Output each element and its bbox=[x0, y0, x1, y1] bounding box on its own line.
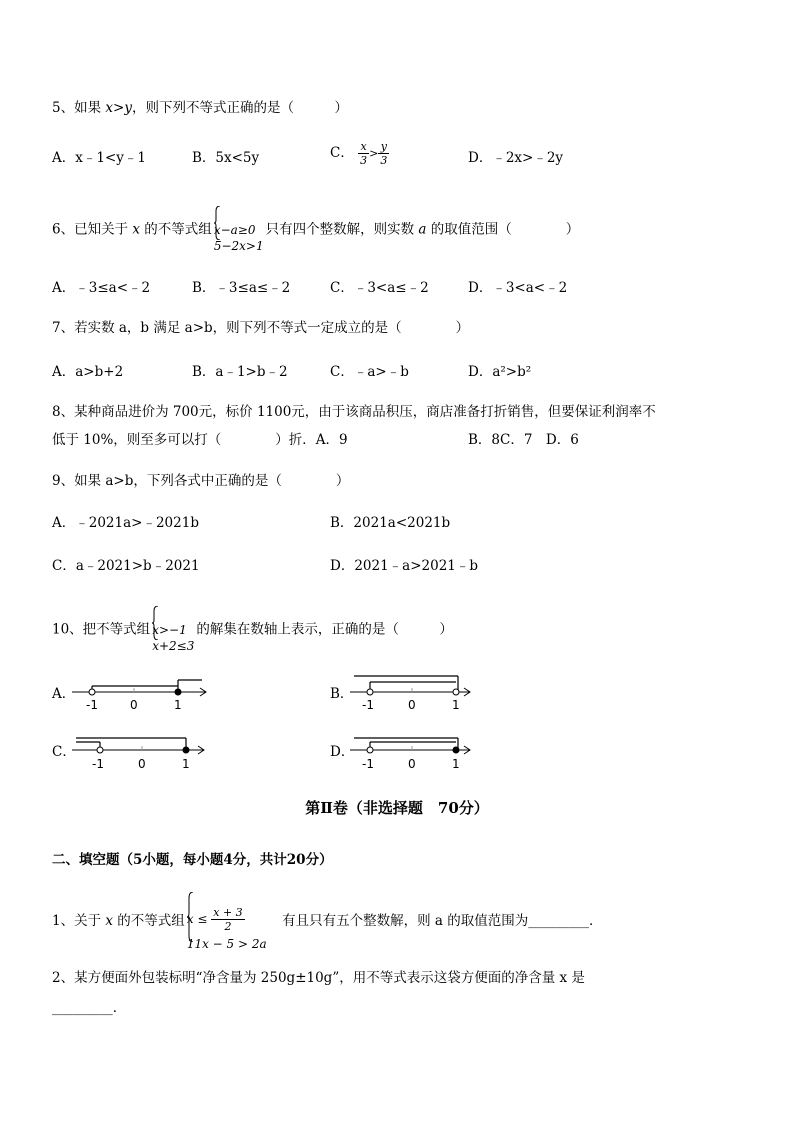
inequality-system: x>−1 x+2≤3 bbox=[152, 606, 194, 654]
q7-option-c: C．﹣a>﹣b bbox=[330, 364, 409, 380]
q7-option-d: D．a²>b² bbox=[468, 364, 532, 380]
q10-option-d-numberline bbox=[350, 732, 480, 774]
tick-label: -1 bbox=[92, 757, 104, 771]
q9-option-d: D．2021﹣a>2021﹣b bbox=[330, 558, 479, 574]
tick-label: -1 bbox=[86, 698, 98, 712]
fill-section-title: 二、填空题（5小题，每小题4分，共计20分） bbox=[52, 852, 333, 868]
q10-option-b-label: B． bbox=[330, 686, 354, 702]
q9-option-b: B．2021a<2021b bbox=[330, 515, 451, 531]
q8-line2-options: B．8C．7 D．6 bbox=[468, 432, 579, 448]
tick-label: 0 bbox=[138, 757, 146, 771]
q5-option-b: B．5x<5y bbox=[192, 150, 260, 166]
q10-option-c-numberline bbox=[72, 732, 212, 774]
part2-title: 第Ⅱ卷（非选择题 70分） bbox=[305, 799, 489, 817]
q7-stem: 7、若实数 a，b 满足 a>b，则下列不等式一定成立的是（ ） bbox=[52, 320, 470, 336]
q9-option-a: A．﹣2021a>﹣2021b bbox=[52, 515, 199, 531]
q6-option-d: D．﹣3<a<﹣2 bbox=[468, 280, 568, 296]
tick-label: 1 bbox=[182, 757, 190, 771]
brace-icon bbox=[214, 206, 220, 240]
inequality-system: x ≤ $\frac{x + 3}{2}$ 11x − 5 > 2a bbox=[187, 892, 267, 951]
q7-option-a: A．a>b+2 bbox=[52, 364, 124, 380]
tick-label: -1 bbox=[362, 698, 374, 712]
q6-option-b: B．﹣3≤a≤﹣2 bbox=[192, 280, 291, 296]
fill-q1: 1、关于 x 的不等式组 x ≤ $\frac{x + 3}{2}$ 11x − 5 > 2a 有且只有五个整数解，则 a 的取值范围为_________． bbox=[52, 892, 603, 951]
tick-label: -1 bbox=[362, 757, 374, 771]
fill-q2-line1: 2、某方便面外包装标明“净含量为 250g±10g”，用不等式表示这袋方便面的净含量 x 是 bbox=[52, 970, 585, 986]
q5-option-c: C． $\frac{x}{3}$ > $\frac{y}{3}$ bbox=[330, 140, 388, 167]
fraction: $\frac{x + 3}{2}$ bbox=[213, 906, 243, 933]
tick-label: 0 bbox=[408, 698, 416, 712]
q10-option-d-label: D． bbox=[330, 744, 355, 760]
tick-label: 0 bbox=[408, 757, 416, 771]
tick-label: 1 bbox=[452, 757, 460, 771]
q5-option-d: D．﹣2x>﹣2y bbox=[468, 150, 564, 166]
q8-line2: 低于 10%，则至多可以打（ ）折．A．9 bbox=[52, 432, 348, 448]
q6-option-c: C．﹣3<a≤﹣2 bbox=[330, 280, 429, 296]
q8-line1: 8、某种商品进价为 700元，标价 1100元，由于该商品积压，商店准备打折销售，但要保证利润率不 bbox=[52, 404, 656, 420]
q6-stem: 6、已知关于 x 的不等式组 x−a≥0 5−2x>1 只有四个整数解，则实数 a 的取值范围（ ） bbox=[52, 206, 579, 254]
fill-q2-line2: _________． bbox=[52, 1000, 127, 1016]
q10-option-b-numberline bbox=[350, 674, 480, 714]
brace-icon bbox=[187, 892, 193, 942]
q7-option-b: B．a﹣1>b﹣2 bbox=[192, 364, 288, 380]
tick-label: 1 bbox=[452, 698, 460, 712]
q5-stem: 5、如果 x>y，则下列不等式正确的是（ ） bbox=[52, 100, 348, 116]
tick-label: 1 bbox=[174, 698, 182, 712]
q5-option-a: A．x﹣1<y﹣1 bbox=[52, 150, 146, 166]
q9-option-c: C．a﹣2021>b﹣2021 bbox=[52, 558, 200, 574]
q10-option-c-label: C． bbox=[52, 744, 76, 760]
q10-option-a-label: A． bbox=[52, 686, 76, 702]
q10-option-a-numberline bbox=[72, 674, 212, 714]
q10-stem: 10、把不等式组 x>−1 x+2≤3 的解集在数轴上表示，正确的是（ ） bbox=[52, 606, 453, 654]
brace-icon bbox=[152, 606, 158, 640]
q6-option-a: A．﹣3≤a<﹣2 bbox=[52, 280, 151, 296]
fraction: $\frac{y}{3}$ bbox=[380, 140, 388, 167]
tick-label: 0 bbox=[130, 698, 138, 712]
q9-stem: 9、如果 a>b，下列各式中正确的是（ ） bbox=[52, 473, 350, 489]
inequality-system: x−a≥0 5−2x>1 bbox=[214, 206, 264, 254]
fraction: $\frac{x}{3}$ bbox=[360, 140, 368, 167]
